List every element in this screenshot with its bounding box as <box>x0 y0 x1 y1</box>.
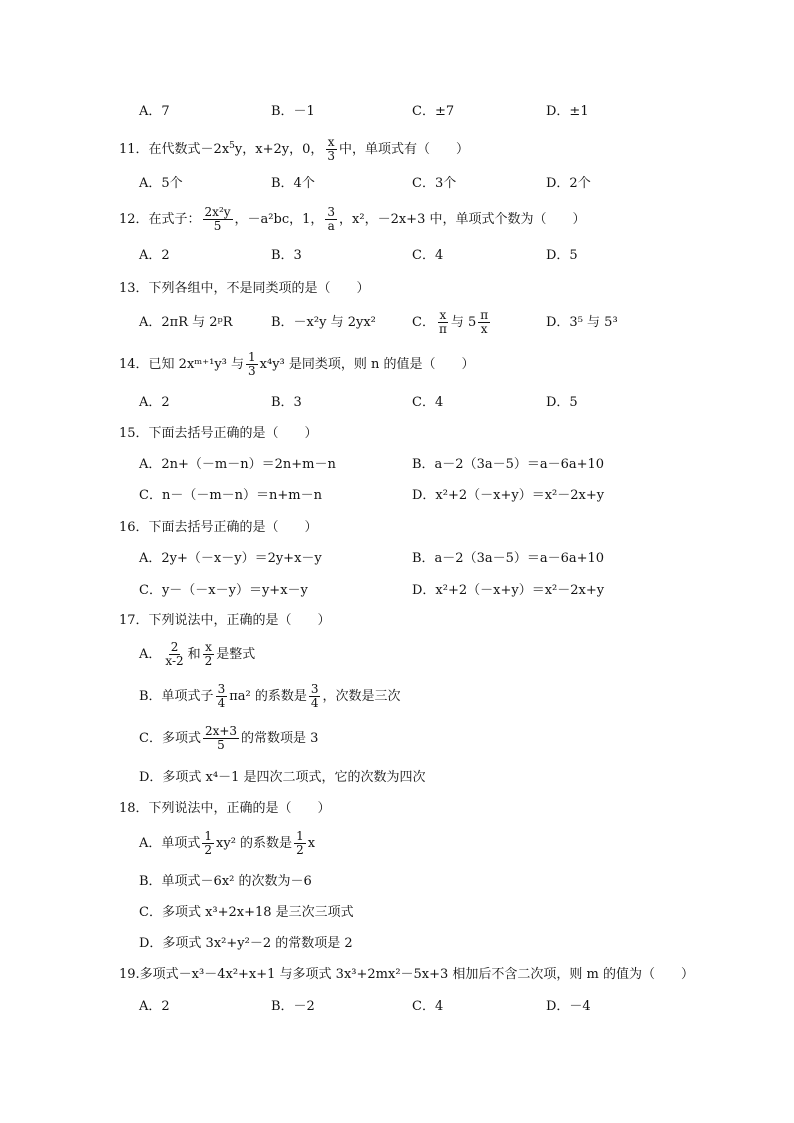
q12-stem <box>0 206 794 234</box>
q17-option-b-line <box>0 683 794 711</box>
q11-options <box>0 170 794 198</box>
q10-option-b: B．－1 <box>271 104 315 119</box>
q11-option-b: B．4个 <box>271 176 315 191</box>
q17-option-b <box>139 683 401 711</box>
q12-mid: ，－a²bc，1， <box>234 212 324 227</box>
q12-option-d: D．5 <box>546 248 578 263</box>
q11-stem-mid: y，x+2y，0， <box>234 142 324 157</box>
q13-options <box>0 309 794 337</box>
q12-fraction-1 <box>203 206 233 232</box>
q14-options <box>0 389 794 417</box>
q11-stem-pre: 11．在代数式－2x <box>119 142 230 157</box>
q18-a-f1-num: 1 <box>204 829 213 844</box>
q18-option-b: B．单项式－6x² 的次数为－6 <box>139 874 312 889</box>
q13-option-a: A．2πR 与 2ᵖR <box>139 315 233 330</box>
q17-c-pre: C．多项式 <box>139 731 201 746</box>
q13-c-f1-num: x <box>439 308 447 323</box>
q10-option-d: D．±1 <box>546 104 589 119</box>
q17-b-fraction-1 <box>216 683 228 709</box>
q18-option-a <box>139 830 315 858</box>
q12-option-a: A．2 <box>139 248 170 263</box>
q13-option-b: B．－x²y 与 2yx² <box>271 315 376 330</box>
q13-stem <box>0 275 794 303</box>
q15-option-d: D．x²+2（－x+y）＝x²－2x+y <box>412 488 605 503</box>
q17-b-fraction-2 <box>309 683 321 709</box>
q17-option-a-line <box>0 641 794 669</box>
q13-option-d: D．3⁵ 与 5³ <box>546 315 618 330</box>
q14-fraction <box>246 351 258 377</box>
q18-a-post: x <box>307 836 316 851</box>
q13-c-f1-den: π <box>438 322 447 336</box>
q10-option-a: A．7 <box>139 104 170 119</box>
q13-c-f2-num: π <box>480 308 489 323</box>
q15-stem <box>0 420 794 448</box>
q13-c-fraction-1 <box>437 309 449 335</box>
q19-option-c: C．4 <box>412 999 444 1014</box>
q12-option-c: C．4 <box>412 248 444 263</box>
q17-a-f2-den: 2 <box>204 654 213 668</box>
q17-option-d-line <box>0 764 794 792</box>
q12-stem-post: ，x²，－2x+3 中，单项式个数为（ ） <box>339 212 586 227</box>
q17-stem-text: 17．下列说法中，正确的是（ ） <box>119 613 331 628</box>
q15-options-row1 <box>0 451 794 479</box>
q17-b-post: ，次数是三次 <box>322 689 401 704</box>
q17-b-pre: B．单项式子 <box>139 689 214 704</box>
q14-frac-num: 1 <box>248 350 256 365</box>
q18-a-fraction-1 <box>202 830 214 856</box>
q18-option-c-line <box>0 899 794 927</box>
q15-option-c: C．n－（－m－n）＝n+m－n <box>139 488 322 503</box>
q14-option-d: D．5 <box>546 395 578 410</box>
q12-stem-pre: 12．在式子： <box>119 212 201 227</box>
q18-a-f2-den: 2 <box>296 843 304 857</box>
q17-b-mid: πa² 的系数是 <box>229 689 307 704</box>
q13-c-fraction-2 <box>478 309 490 335</box>
q15-option-a: A．2n+（－m－n）＝2n+m－n <box>139 457 336 472</box>
q16-option-d: D．x²+2（－x+y）＝x²－2x+y <box>412 583 605 598</box>
q18-a-fraction-2 <box>294 830 306 856</box>
q16-stem-text: 16．下面去括号正确的是（ ） <box>119 520 318 535</box>
q17-a-f1-num: 2 <box>170 640 179 655</box>
q17-a-fraction-2 <box>203 641 215 667</box>
q16-stem <box>0 514 794 542</box>
q17-c-f-den: 5 <box>217 738 225 752</box>
q19-option-b: B．－2 <box>271 999 315 1014</box>
q18-option-d: D．多项式 3x²+y²－2 的常数项是 2 <box>139 936 353 951</box>
q17-b-f2-den: 4 <box>310 696 319 710</box>
q11-fraction <box>325 136 337 162</box>
q17-option-c <box>139 725 318 753</box>
q18-option-c: C．多项式 x³+2x+18 是三次三项式 <box>139 905 354 920</box>
q16-options-row1 <box>0 545 794 573</box>
q11-option-c: C．3个 <box>412 176 457 191</box>
q16-option-c: C．y－（－x－y）＝y+x－y <box>139 583 308 598</box>
q11-option-d: D．2个 <box>546 176 591 191</box>
q18-stem-text: 18．下列说法中，正确的是（ ） <box>119 801 331 816</box>
q17-b-f1-num: 3 <box>217 682 226 697</box>
q17-stem <box>0 607 794 635</box>
q11-stem-post: 中，单项式有（ ） <box>339 142 470 157</box>
q13-c-mid: 与 5 <box>450 315 477 330</box>
q14-option-a: A．2 <box>139 395 170 410</box>
q17-a-f2-num: x <box>205 640 212 655</box>
q10-option-c: C．±7 <box>412 104 455 119</box>
q11-exp: 5 <box>229 141 235 151</box>
q16-options-row2 <box>0 577 794 605</box>
q17-c-post: 的常数项是 3 <box>241 731 319 746</box>
q13-option-c <box>412 309 492 337</box>
q17-a-pre: A． <box>139 647 162 662</box>
q12-f1-num: 2x²y <box>204 205 231 220</box>
q17-c-f-num: 2x+3 <box>204 724 238 739</box>
q11-frac-num: x <box>327 135 335 150</box>
q18-stem <box>0 795 794 823</box>
q19-option-a: A．2 <box>139 999 170 1014</box>
q11-stem <box>0 132 794 163</box>
q19-stem-text: 19.多项式－x³－4x²+x+1 与多项式 3x³+2mx²－5x+3 相加后不含二次项，则 m 的值为（ ） <box>119 967 695 982</box>
q17-b-f2-num: 3 <box>310 682 319 697</box>
q16-option-a: A．2y+（－x－y）＝2y+x－y <box>139 551 322 566</box>
q19-options <box>0 993 794 1021</box>
q15-option-b: B．a－2（3a－5）＝a－6a+10 <box>412 457 605 472</box>
q12-f2-num: 3 <box>327 205 336 220</box>
q17-a-mid: 和 <box>187 647 201 662</box>
q18-option-b-line <box>0 868 794 896</box>
q13-c-f2-den: x <box>480 322 488 336</box>
q17-a-f1-den: x-2 <box>165 654 184 668</box>
q12-option-b: B．3 <box>271 248 302 263</box>
q12-f2-den: a <box>327 219 335 233</box>
q14-stem-pre: 14．已知 2xᵐ⁺¹y³ 与 <box>119 357 245 372</box>
q15-stem-text: 15．下面去括号正确的是（ ） <box>119 426 318 441</box>
q14-frac-den: 3 <box>248 364 256 378</box>
q15-options-row2 <box>0 482 794 510</box>
q10-options <box>0 98 794 126</box>
q12-options <box>0 242 794 270</box>
q17-option-d: D．多项式 x⁴－1 是四次二项式，它的次数为四次 <box>139 770 426 785</box>
q13-c-pre: C． <box>412 315 435 330</box>
q18-a-f2-num: 1 <box>296 829 304 844</box>
q17-b-f1-den: 4 <box>217 696 226 710</box>
q17-option-a <box>139 641 255 669</box>
q18-option-a-line <box>0 830 794 858</box>
q16-option-b: B．a－2（3a－5）＝a－6a+10 <box>412 551 605 566</box>
q13-stem-text: 13．下列各组中，不是同类项的是（ ） <box>119 281 370 296</box>
q18-a-pre: A．单项式 <box>139 836 201 851</box>
q14-option-c: C．4 <box>412 395 444 410</box>
q17-a-fraction-1 <box>163 641 185 667</box>
q17-option-c-line <box>0 725 794 753</box>
q17-a-post: 是整式 <box>216 647 256 662</box>
q18-a-mid: xy² 的系数是 <box>216 836 293 851</box>
q19-option-d: D．－4 <box>546 999 591 1014</box>
q14-option-b: B．3 <box>271 395 302 410</box>
q12-fraction-2 <box>325 206 337 232</box>
q11-option-a: A．5个 <box>139 176 183 191</box>
q14-stem-post: x⁴y³ 是同类项，则 n 的值是（ ） <box>259 357 475 372</box>
q18-a-f1-den: 2 <box>204 843 213 857</box>
q14-stem <box>0 351 794 379</box>
q19-stem <box>0 961 794 989</box>
q11-frac-den: 3 <box>327 149 335 163</box>
q18-option-d-line <box>0 930 794 958</box>
q17-c-fraction <box>203 725 239 751</box>
q12-f1-den: 5 <box>213 219 222 233</box>
